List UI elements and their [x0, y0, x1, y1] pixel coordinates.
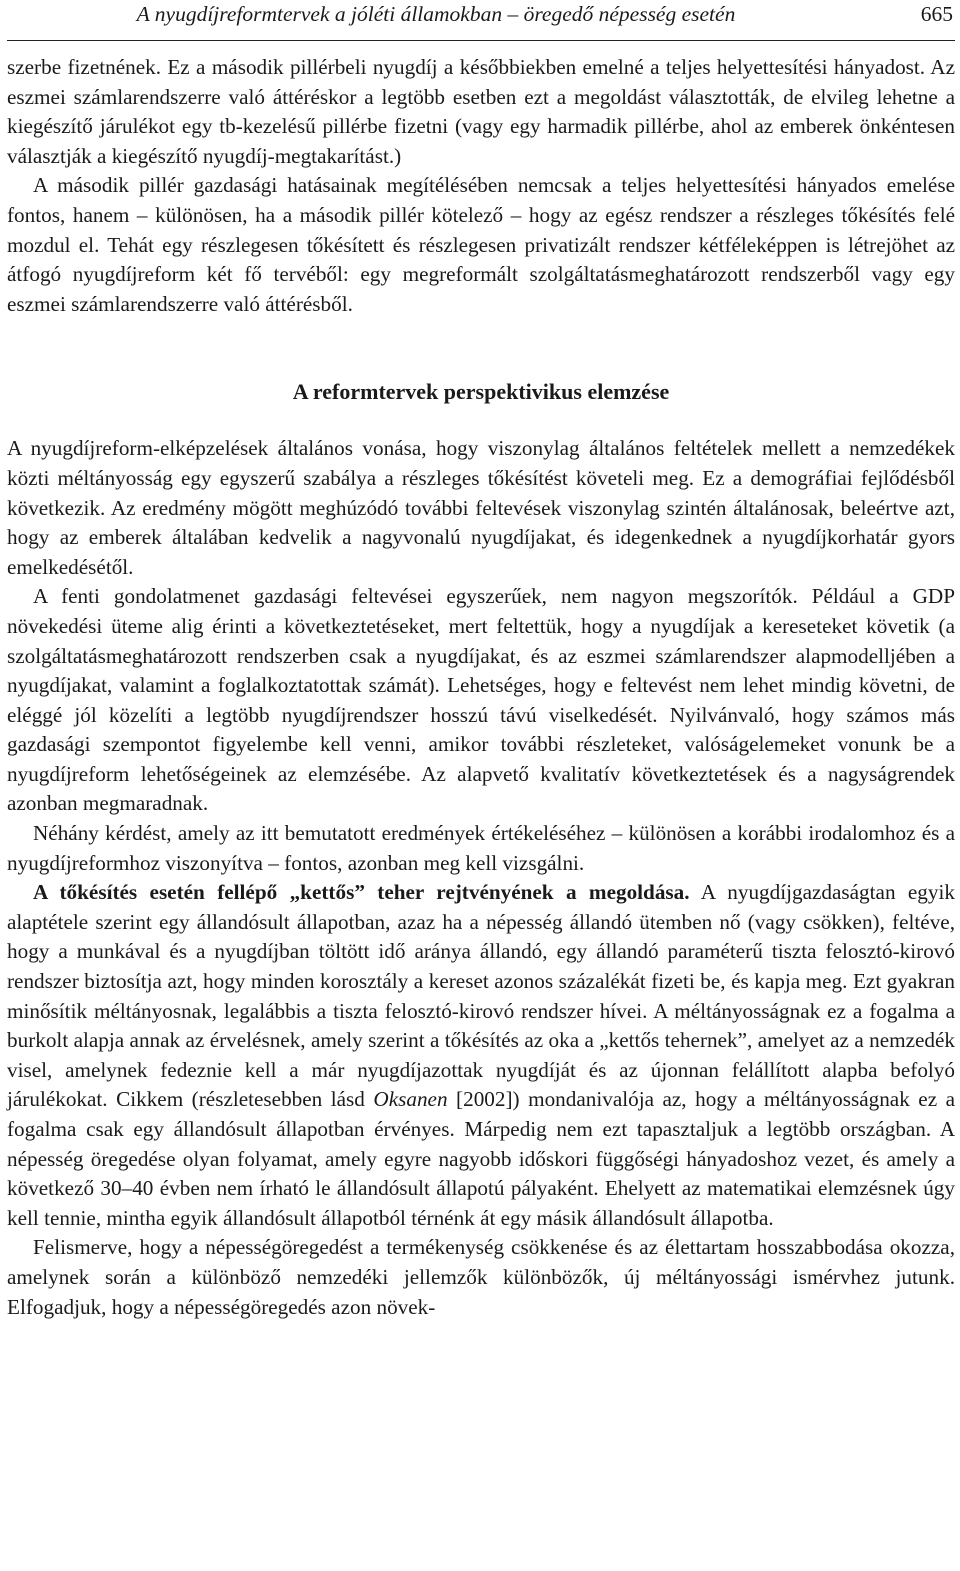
section-title: A reformtervek perspektivikus elemzése — [292, 379, 670, 405]
body-text — [7, 53, 955, 1322]
paragraph-4: A fenti gondolatmenet gazdasági feltevései egyszerűek, nem nagyon megszorítók. Például a GDP növekedési üteme alig érinti a következtetéseket, mert feltettük, hogy a nyugdíjak a kereseteket követik (a szolgáltatásmeghatározott rendszerben csak a nyugdíjakat, és az eszmei számlarendszer alapmodelljében a nyugdíjakat, valamint a foglalkoztatottak számát). Lehetséges, hogy e feltevést nem lehet mindig követni, de eléggé jól közelíti a legtöbb nyugdíjrendszer hosszú távú viselkedését. Nyilvánvaló, hogy számos más gazdasági szempontot figyelembe kell venni, amikor további részleteket, valóságelemeket vonunk be a nyugdíjreform lehetőségeinek az elemzésébe. Az alapvető kvalitatív következtetések és a nagyságrendek azonban megmaradnak. — [7, 584, 955, 816]
paragraph-5: Néhány kérdést, amely az itt bemutatott eredmények értékeléséhez – különösen a korábbi irodalomhoz és a nyugdíjreformhoz viszonyítva – fontos, azonban meg kell vizsgálni. — [7, 821, 955, 875]
paragraph-1: szerbe fizetnének. Ez a második pillérbeli nyugdíj a későbbiekben emelné a teljes helyettesítési hányadost. Az eszmei számlarendszerre való áttéréskor a legtöbb esetben ezt a megoldást választották, de elvileg lehetne a kiegészítő járulékot egy tb-kezelésű pillérbe fizetni (vagy egy harmadik pillérbe, ahol az emberek önkéntesen választják a kiegészítő nyugdíj-megtakarítást.) — [7, 55, 955, 168]
paragraph-6-text-a: A nyugdíjgazdaságtan egyik alaptétele szerint egy állandósult állapotban, azaz ha a népesség állandó ütemben nő (vagy csökken), feltéve, hogy a munkával és a nyugdíjban töltött idő aránya állandó, egy állandó paraméterű tiszta felosztó-kirovó rendszer biztosítja azt, hogy minden korosztály a kereset azonos százalékát fizeti be, és kapja meg. Ezt gyakran minősítik méltányosnak, legalábbis a tiszta felosztó-kirovó rendszer hívei. A méltányosságnak ez a fogalma a burkolt alapja annak az érvelésnek, amely szerint a tőkésítés az oka a „kettős tehernek”, amelyet az a nemzedék visel, amelynek fedeznie kell a már nyugdíjazottak nyugdíját és az újonnan felállított alapba befolyó járulékokat. Cikkem (részletesebben lásd — [7, 880, 955, 1112]
running-header — [7, 0, 955, 41]
paragraph-6 — [7, 878, 955, 1233]
paragraph-7: Felismerve, hogy a népességöregedést a termékenység csökkenése és az élettartam hosszabbodása okozza, amelynek során a különböző nemzedéki jellemzők különbözők, új méltányossági ismérvhez jutunk. Elfogadjuk, hogy a népességöregedés azon növek- — [7, 1235, 955, 1319]
paragraph-6-text-b: [2002]) mondanivalója az, hogy a méltányosságnak ez a fogalma csak egy állandósult állapotban érvényes. Márpedig nem ezt tapasztaljuk a legtöbb országban. A népesség öregedése olyan folyamat, amely egyre nagyobb időskori függőségi hányadoshoz vezet, és amely a következő 30–40 évben nem írható le állandósult állapotú pályaként. Ehelyett az matematikai elemzésnek úgy kell tennie, mintha egyik állandósult állapotból térnénk át egy másik állandósult állapotba. — [7, 1087, 956, 1230]
page-number: 665 — [920, 2, 953, 26]
paragraph-2: A második pillér gazdasági hatásainak megítélésében nemcsak a teljes helyettesítési hányados emelése fontos, hanem – különösen, ha a második pillér kötelező – hogy az egész rendszer a részleges tőkésítés felé mozdul el. Tehát egy részlegesen tőkésített és részlegesen privatizált rendszer kétféleképpen is létrejöhet az átfogó nyugdíjreform két fő tervéből: egy megreformált szolgáltatásmeghatározott rendszerből vagy egy eszmei számlarendszerre való áttérésből. — [7, 173, 955, 316]
paragraph-3: A nyugdíjreform-elképzelések általános vonása, hogy viszonylag általános feltételek mellett a nemzedékek közti méltányosság egy egyszerű szabálya a részleges tőkésítést követeli meg. Ez a demográfiai fejlődésből következik. Az eredmény mögött meghúzódó további feltevések viszonylag szintén általánosak, beleértve azt, hogy az emberek általában kedvelik a nagyvonalú nyugdíjakat, és idegenkednek a nyugdíjkorhatár gyors emelkedésétől. — [7, 436, 955, 579]
run-in-heading: A tőkésítés esetén fellépő „kettős” teher rejtvényének a megoldása. — [33, 880, 690, 905]
running-title: A nyugdíjreformtervek a jóléti államokban – öregedő népesség esetén — [136, 2, 736, 26]
cited-author: Oksanen — [373, 1087, 448, 1112]
